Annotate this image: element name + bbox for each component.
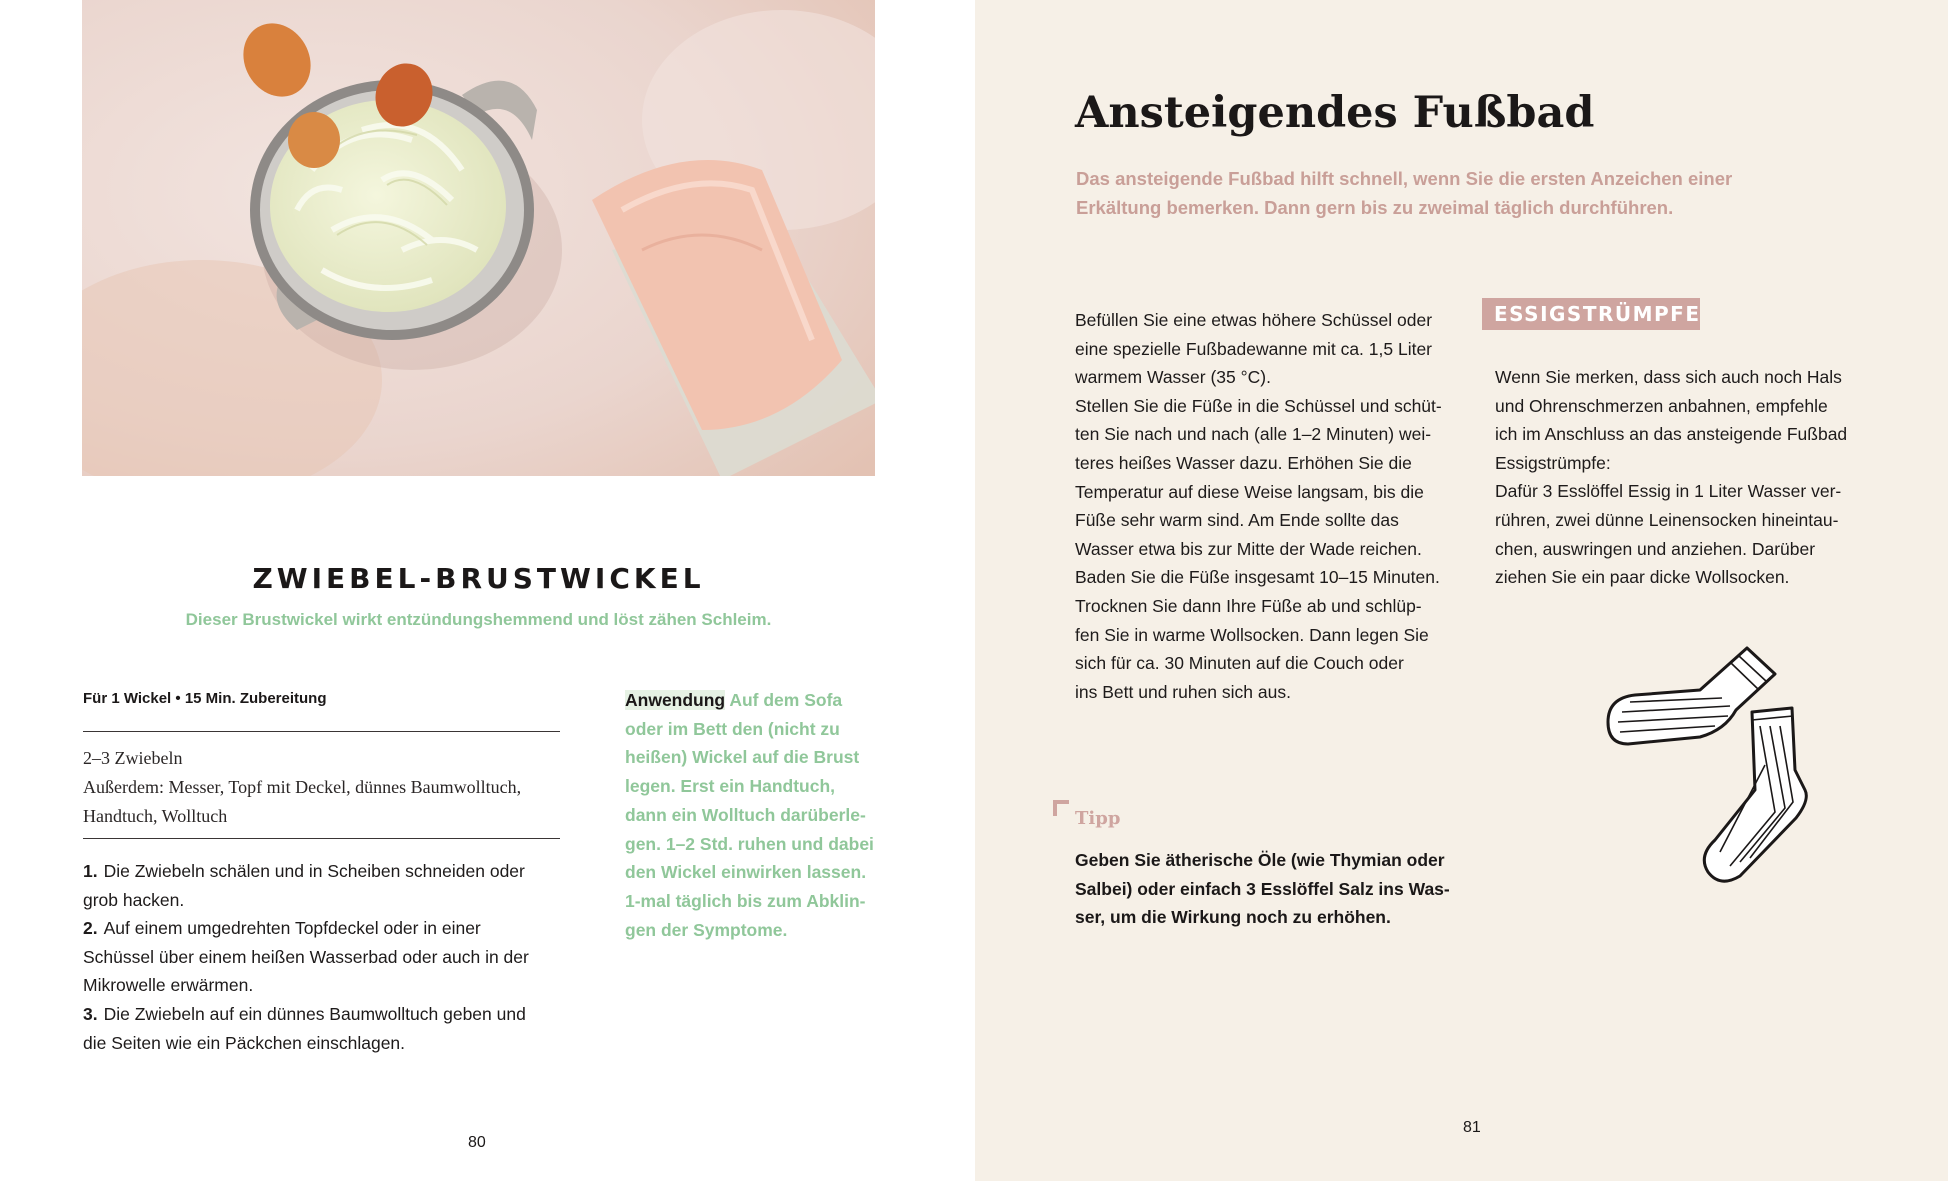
body-line: ins Bett und ruhen sich aus. [1075, 681, 1291, 702]
sidebar-line: Dafür 3 Esslöffel Essig in 1 Liter Wasser ver- [1495, 481, 1842, 502]
body-line: Füße sehr warm sind. Am Ende sollte das [1075, 510, 1399, 531]
body-line: sich für ca. 30 Minuten auf die Couch oder [1075, 653, 1404, 674]
tip-line: Salbei) oder einfach 3 Esslöffel Salz ins Was- [1075, 878, 1450, 899]
usage-text: Auf dem Sofa [729, 690, 843, 710]
ingredient-line: Handtuch, Wolltuch [83, 806, 228, 826]
step-3 [83, 1000, 563, 1029]
body-line: Stellen Sie die Füße in die Schüssel und schüt- [1075, 395, 1442, 416]
sidebar-text [1495, 363, 1895, 592]
ingredient-line: Außerdem: Messer, Topf mit Deckel, dünnes Baumwolltuch, [83, 777, 522, 797]
body-line: fen Sie in warme Wollsocken. Dann legen Sie [1075, 624, 1429, 645]
usage-text: legen. Erst ein Handtuch, [625, 776, 836, 797]
body-line: Wasser etwa bis zur Mitte der Wade reichen. [1075, 538, 1422, 559]
usage-text: gen. 1–2 Std. ruhen und dabei [625, 833, 874, 854]
body-line: eine spezielle Fußbadewanne mit ca. 1,5 Liter [1075, 338, 1433, 359]
divider-bottom [83, 838, 560, 839]
sidebar-line: Essigstrümpfe: [1495, 452, 1611, 473]
tip-line: ser, um die Wirkung noch zu erhöhen. [1075, 907, 1391, 928]
usage-text: 1-mal täglich bis zum Abklin- [625, 890, 866, 911]
sidebar-line: rühren, zwei dünne Leinensocken hineintau- [1495, 509, 1839, 530]
recipe-title: ZWIEBEL-BRUSTWICKEL [252, 562, 705, 595]
usage-text: den Wickel einwirken lassen. [625, 862, 867, 883]
tip-text [1075, 846, 1475, 932]
tip-label: Tipp [1075, 808, 1121, 829]
ingredients-list [83, 744, 563, 831]
step-text: Auf einem umgedrehten Topfdeckel oder in einer [103, 918, 481, 939]
instructions-text [1075, 306, 1465, 706]
socks-icon [1600, 640, 1820, 890]
step-2 [83, 914, 563, 943]
tip-line: Geben Sie ätherische Öle (wie Thymian oder [1075, 850, 1445, 870]
body-line: Befüllen Sie eine etwas höhere Schüssel oder [1075, 310, 1433, 330]
steps-list [83, 857, 563, 1057]
body-line: Temperatur auf diese Weise langsam, bis die [1075, 481, 1424, 502]
step-text: Die Zwiebeln schälen und in Scheiben schneiden oder [103, 861, 525, 881]
tip-bracket-icon [1053, 800, 1069, 816]
usage-label: Anwendung [625, 690, 726, 710]
body-line: Trocknen Sie dann Ihre Füße ab und schlüp- [1075, 595, 1422, 616]
step-text: Schüssel über einem heißen Wasserbad oder auch in der [83, 946, 529, 967]
step-text: grob hacken. [83, 889, 185, 910]
step-number: 2. [83, 918, 98, 939]
onion-pot-photo [82, 0, 875, 476]
step-text: die Seiten wie ein Päckchen einschlagen. [83, 1032, 406, 1053]
divider-top [83, 731, 560, 732]
usage-text: oder im Bett den (nicht zu [625, 718, 840, 739]
body-line: Baden Sie die Füße insgesamt 10–15 Minuten. [1075, 567, 1440, 588]
sidebar-line: ich im Anschluss an das ansteigende Fußbad [1495, 424, 1848, 445]
intro-line: Das ansteigende Fußbad hilft schnell, wenn Sie die ersten Anzeichen einer [1076, 168, 1733, 189]
usage-text: gen der Symptome. [625, 919, 788, 940]
step-1 [83, 857, 563, 886]
ingredient-line: 2–3 Zwiebeln [83, 748, 183, 768]
sidebar-line: und Ohrenschmerzen anbahnen, empfehle [1495, 395, 1828, 416]
step-number: 3. [83, 1003, 98, 1024]
page-number-right: 81 [1463, 1119, 1481, 1136]
usage-text: heißen) Wickel auf die Brust [625, 747, 860, 768]
usage-note [625, 686, 885, 944]
sidebar-line: chen, auswringen und anziehen. Darüber [1495, 538, 1816, 559]
recipe-subtitle: Dieser Brustwickel wirkt entzündungshemmend und löst zähen Schleim. [185, 610, 772, 629]
body-line: warmem Wasser (35 °C). [1075, 367, 1271, 388]
sidebar-line: ziehen Sie ein paar dicke Wollsocken. [1495, 567, 1790, 588]
sidebar-heading: ESSIGSTRÜMPFE [1482, 298, 1700, 330]
step-number: 1. [83, 861, 98, 881]
intro-text [1076, 165, 1836, 222]
step-text: Die Zwiebeln auf ein dünnes Baumwolltuch geben und [103, 1003, 526, 1024]
step-text: Mikrowelle erwärmen. [83, 975, 254, 996]
body-line: teres heißes Wasser dazu. Erhöhen Sie die [1075, 452, 1412, 473]
usage-text: dann ein Wolltuch darüberle- [625, 804, 866, 825]
page-number-left: 80 [468, 1134, 486, 1151]
intro-line: Erkältung bemerken. Dann gern bis zu zweimal täglich durchführen. [1076, 196, 1674, 218]
body-line: ten Sie nach und nach (alle 1–2 Minuten) wei- [1075, 424, 1432, 445]
sidebar-line: Wenn Sie merken, dass sich auch noch Hals [1495, 367, 1842, 387]
recipe-meta: Für 1 Wickel • 15 Min. Zubereitung [83, 690, 327, 707]
page-title: Ansteigendes Fußbad [1075, 88, 1595, 138]
